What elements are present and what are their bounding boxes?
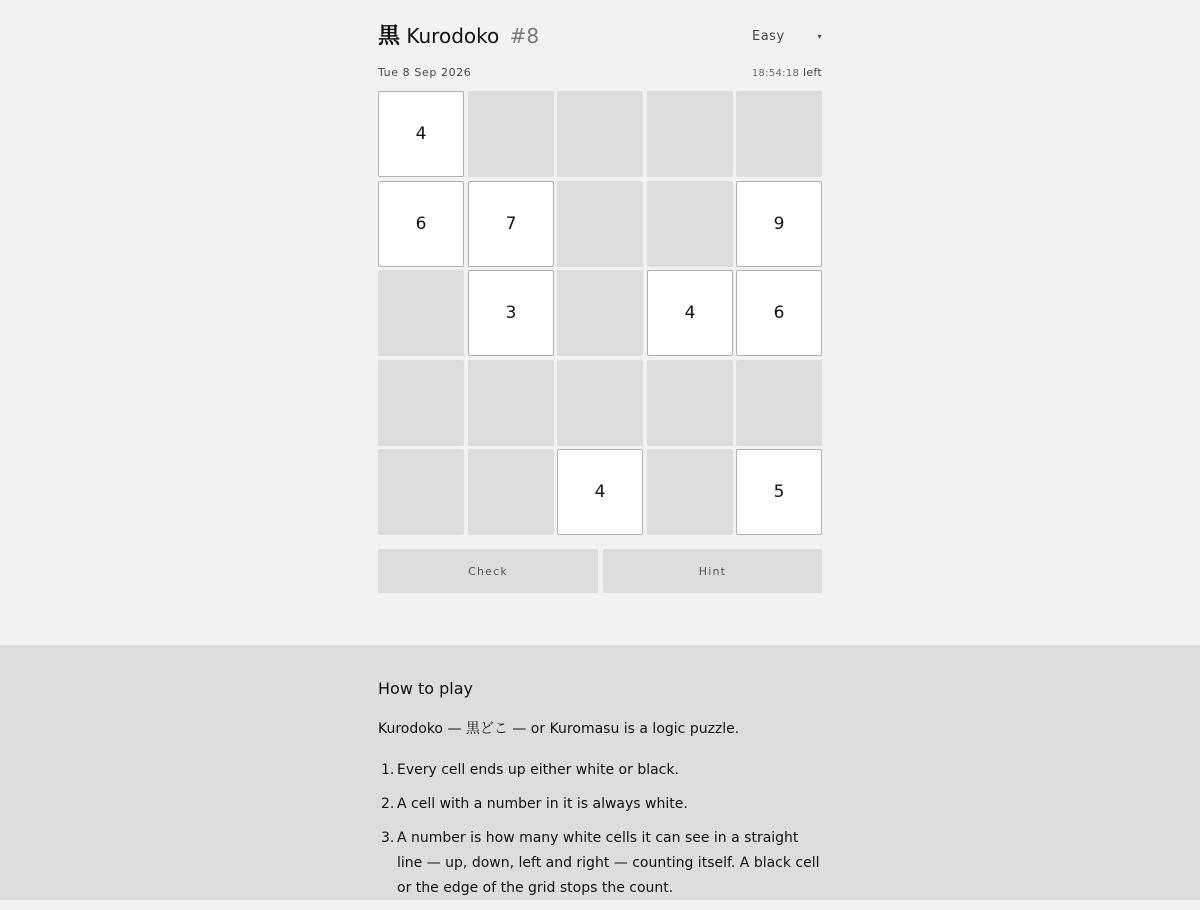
- grid-cell-r2-c2[interactable]: [557, 270, 643, 356]
- how-to-play-intro: Kurodoko — 黒どこ — or Kuromasu is a logic puzzle.: [378, 721, 740, 737]
- grid-cell-r0-c3[interactable]: [647, 91, 733, 177]
- grid-cell-r3-c3[interactable]: [647, 360, 733, 446]
- action-buttons: [378, 549, 822, 593]
- rule-number: 1.: [381, 762, 395, 778]
- grid-cell-r4-c2[interactable]: 4: [557, 449, 643, 535]
- rule-item: [378, 792, 822, 817]
- grid-cell-r1-c3[interactable]: [647, 181, 733, 267]
- hint-button[interactable]: Hint: [603, 549, 822, 593]
- grid-cell-r3-c0[interactable]: [378, 360, 464, 446]
- puzzle-grid: [378, 91, 822, 535]
- grid-cell-r4-c1[interactable]: [468, 449, 554, 535]
- grid-cell-r2-c3[interactable]: 4: [647, 270, 733, 356]
- how-to-play-section: [0, 645, 1200, 900]
- rule-text: A cell with a number in it is always white.: [397, 796, 688, 812]
- grid-cell-r1-c0[interactable]: 6: [378, 181, 464, 267]
- grid-cell-r3-c2[interactable]: [557, 360, 643, 446]
- grid-cell-r3-c1[interactable]: [468, 360, 554, 446]
- grid-cell-r2-c1[interactable]: 3: [468, 270, 554, 356]
- rule-item: [378, 758, 822, 783]
- timer-value: 18:54:18: [751, 68, 800, 79]
- rule-text: Every cell ends up either white or black.: [397, 762, 679, 778]
- grid-cell-r0-c4[interactable]: [736, 91, 822, 177]
- grid-cell-r0-c2[interactable]: [557, 91, 643, 177]
- caret-down-icon: ▾: [817, 32, 822, 41]
- rules-list: [378, 758, 822, 910]
- grid-cell-r0-c0[interactable]: 4: [378, 91, 464, 177]
- title-text: Kurodoko: [406, 24, 500, 48]
- grid-cell-r1-c1[interactable]: 7: [468, 181, 554, 267]
- rule-number: 3.: [381, 830, 395, 846]
- title-kanji: 黒: [378, 24, 401, 49]
- rule-text: A number is how many white cells it can see in a straight line — up, down, left and right — counting itself. A black cell or the edge of the grid stops the count.: [397, 830, 820, 896]
- grid-cell-r4-c0[interactable]: [378, 449, 464, 535]
- puzzle-date: Tue 8 Sep 2026: [378, 66, 472, 79]
- grid-cell-r1-c4[interactable]: 9: [736, 181, 822, 267]
- grid-cell-r4-c4[interactable]: 5: [736, 449, 822, 535]
- grid-cell-r2-c4[interactable]: 6: [736, 270, 822, 356]
- grid-cell-r2-c0[interactable]: [378, 270, 464, 356]
- puzzle-number: #8: [509, 24, 540, 48]
- difficulty-select[interactable]: [744, 24, 822, 50]
- how-to-play-heading: How to play: [378, 679, 474, 698]
- grid-cell-r0-c1[interactable]: [468, 91, 554, 177]
- page-title: [378, 20, 539, 52]
- countdown-timer: [752, 66, 822, 79]
- header: [378, 20, 822, 52]
- check-button[interactable]: Check: [378, 549, 598, 593]
- timer-suffix: left: [802, 66, 822, 79]
- difficulty-value: Easy: [752, 29, 785, 44]
- rule-number: 2.: [381, 796, 395, 812]
- grid-cell-r4-c3[interactable]: [647, 449, 733, 535]
- grid-cell-r3-c4[interactable]: [736, 360, 822, 446]
- grid-cell-r1-c2[interactable]: [557, 181, 643, 267]
- rule-item: [378, 826, 822, 901]
